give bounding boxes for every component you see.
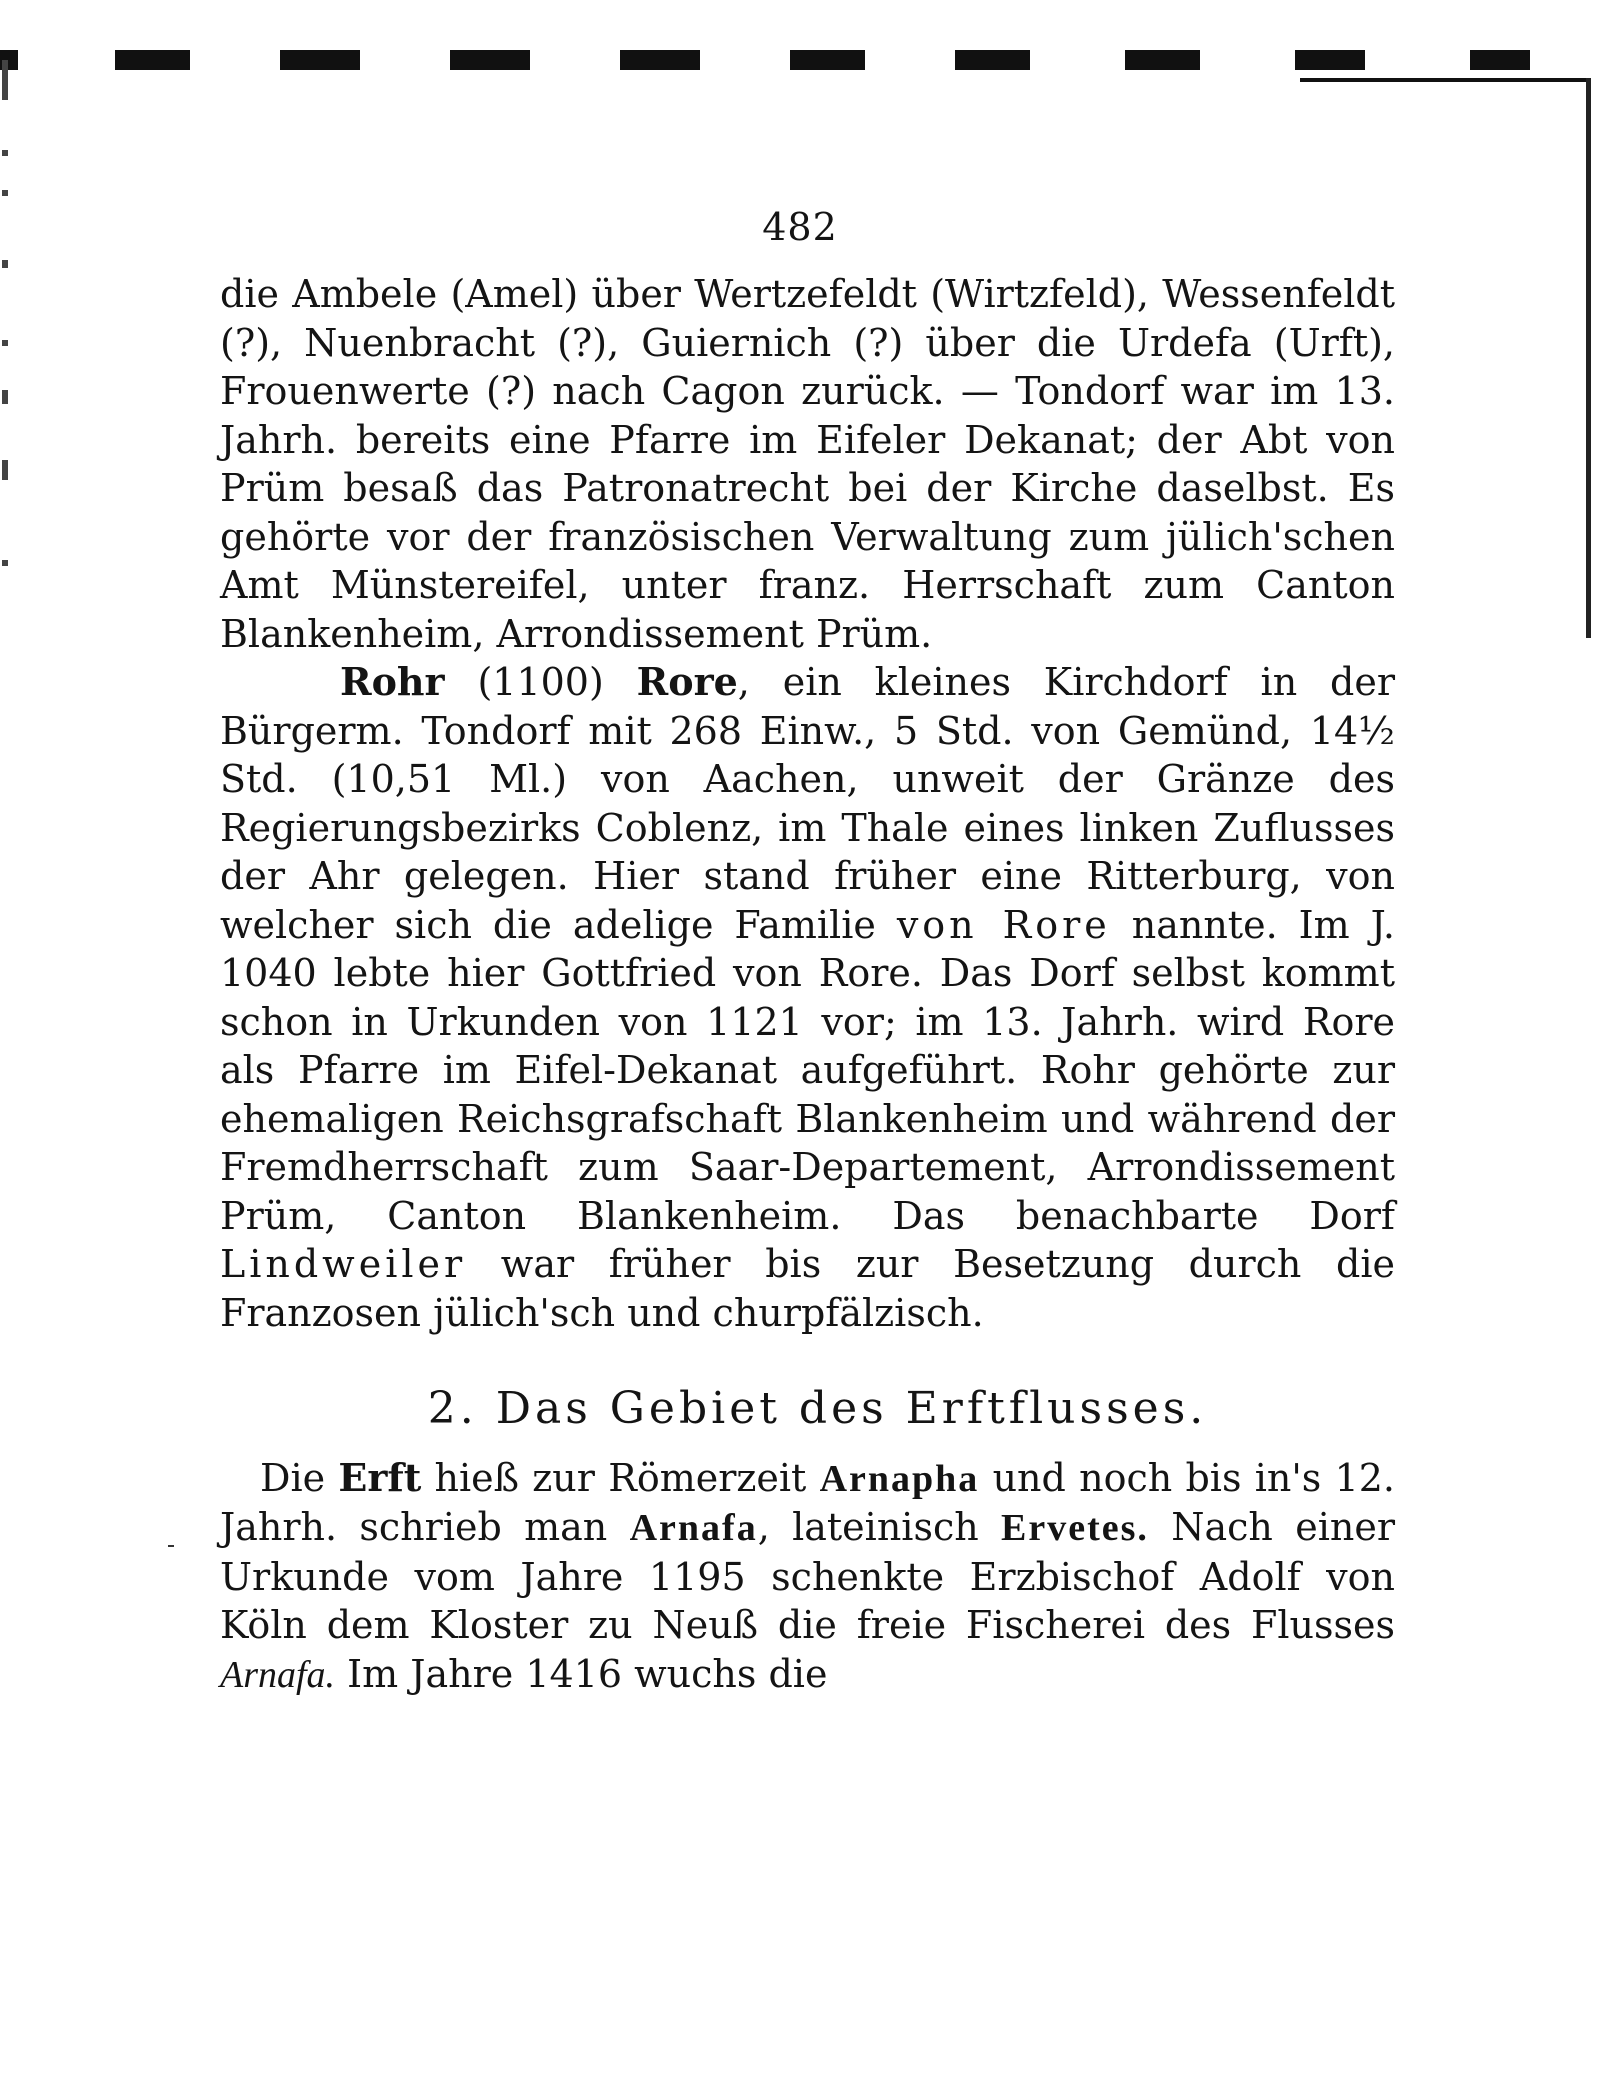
edge-bar [1125, 50, 1200, 70]
text-segment: hieß zur Römerzeit [421, 1455, 820, 1500]
text-segment: , lateinisch [757, 1505, 1002, 1549]
edge-bar [1295, 50, 1365, 70]
text-segment: Die [260, 1455, 339, 1500]
village-name: Lindweiler [220, 1242, 467, 1286]
river-name: Erft [338, 1454, 422, 1500]
paragraph-rohr [220, 658, 1395, 1337]
place-name: Rohr [340, 659, 445, 704]
paragraph-erft [220, 1454, 1395, 1700]
edge-bar [450, 50, 530, 70]
binding-marks [2, 40, 12, 640]
river-name-italic: Arnafa. [220, 1653, 336, 1696]
medieval-name: Arnafa [629, 1507, 758, 1549]
page-body [220, 270, 1395, 1699]
section-heading: 2. Das Gebiet des Erftflusses. [427, 1383, 1208, 1434]
roman-name: Arnapha [819, 1457, 980, 1500]
edge-bar [955, 50, 1030, 70]
text-segment: Im Jahre 1416 wuchs die [335, 1651, 828, 1696]
text-segment: nannte. Im J. 1040 lebte hier Gottfried von Rore. Das Dorf selbst kommt schon in Urkunden von 1121 vor; im 13. Jahrh. wird Rore als Pfarre im Eifel-Dekanat aufgeführt. Rohr gehörte zur ehemaligen Reichsgrafschaft Blankenheim und während der Fremdherrschaft zum Saar-Departement, Arrondissement Prüm, Canton Blankenheim. Das benachbarte Dorf [220, 902, 1395, 1238]
page-number: 482 [762, 205, 838, 249]
text-segment: war früher bis zur Besetzung durch die Franzosen jülich'sch und churpfälzisch. [220, 1242, 1395, 1335]
edge-bar [620, 50, 700, 70]
margin-mark [168, 1545, 174, 1547]
text-segment: , ein kleines Kirchdorf in der Bürgerm. Tondorf mit 268 Einw., 5 Std. von Gemünd, 14½ Std. (10,51 Ml.) von Aachen, unweit der Gränze des Regierungsbezirks Coblenz, im Thale eines linken Zuflusses der Ahr gelegen. Hier stand früher eine Ritterburg, von welcher sich die adelige Familie [220, 660, 1395, 947]
text-segment: und noch bis in's 12. Jahrh. schrieb man [220, 1455, 1395, 1549]
page-border-right [1586, 78, 1591, 638]
edge-bar [280, 50, 360, 70]
paragraph-tondorf: die Ambele (Amel) über Wertzefeldt (Wirtzfeld), Wessenfeldt (?), Nuenbracht (?), Guiernich (?) über die Urdefa (Urft), Frouenwerte (?) nach Cagon zurück. — Tondorf war im 13. Jahrh. bereits eine Pfarre im Eifeler Dekanat; der Abt von Prüm besaß das Patronatrecht bei der Kirche daselbst. Es gehörte vor der französischen Verwaltung zum jülich'schen Amt Münstereifel, unter franz. Herrschaft zum Canton Blankenheim, Arrondissement Prüm. [220, 272, 1395, 656]
year: (1100) [477, 660, 604, 704]
edge-bar [790, 50, 865, 70]
old-place-name: Rore [636, 659, 738, 704]
text-segment: Nach einer Urkunde vom Jahre 1195 schenkte Erzbischof Adolf von Köln dem Kloster zu Neuß die freie Fischerei des Flusses [220, 1505, 1395, 1647]
page-border-top [1300, 78, 1590, 82]
edge-bar [115, 50, 190, 70]
edge-bar [1470, 50, 1530, 70]
family-name: von Rore [896, 902, 1111, 947]
latin-name: Ervetes. [1001, 1507, 1149, 1549]
